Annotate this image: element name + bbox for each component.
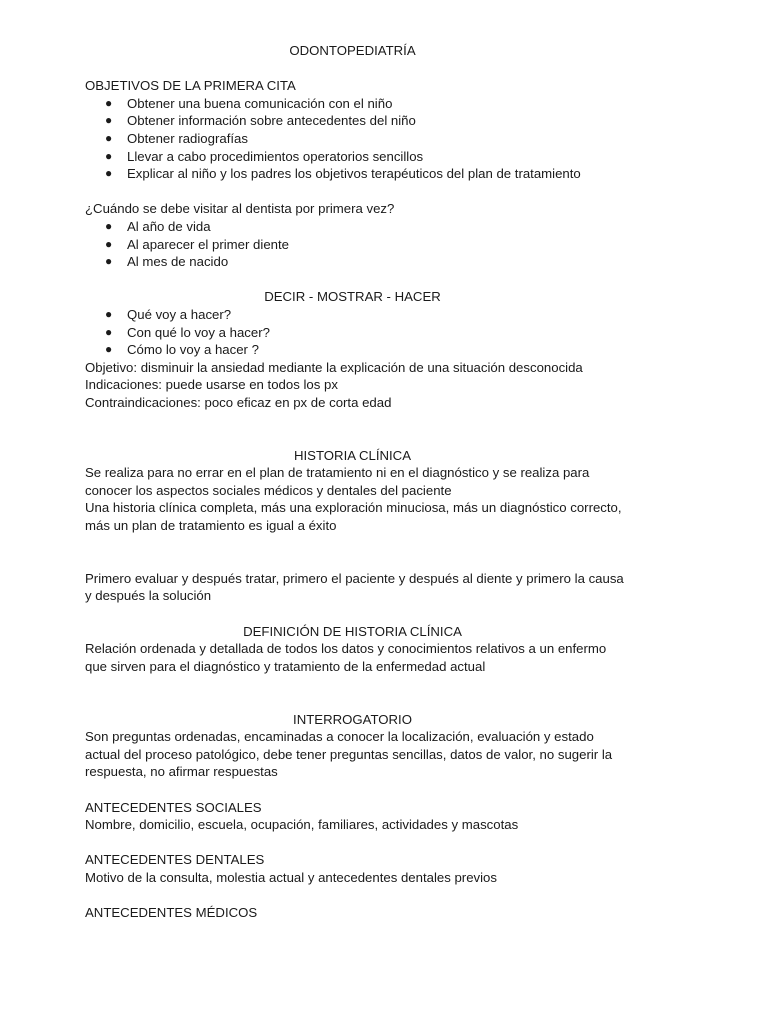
list-item-text: Al aparecer el primer diente xyxy=(127,236,289,252)
section-heading-historia: HISTORIA CLÍNICA xyxy=(293,447,411,463)
section-historia-clinica xyxy=(85,447,624,605)
spacer xyxy=(85,887,620,905)
spacer xyxy=(85,60,620,78)
spacer xyxy=(85,605,620,623)
list-item xyxy=(85,324,620,342)
paragraph-line: Se realiza para no errar en el plan de tratamiento ni en el diagnóstico y se realiza para xyxy=(85,465,590,481)
paragraph-line: respuesta, no afirmar respuestas xyxy=(85,764,278,780)
list-item xyxy=(85,130,620,148)
bullet-icon: ● xyxy=(105,324,113,339)
list-item-text: Obtener una buena comunicación con el niño xyxy=(127,95,393,111)
section-heading-definicion: DEFINICIÓN DE HISTORIA CLÍNICA xyxy=(243,623,462,639)
spacer xyxy=(85,675,620,710)
list-item-text: Cómo lo voy a hacer ? xyxy=(127,342,259,358)
section-decir-mostrar-hacer xyxy=(85,288,620,411)
section-antecedentes-sociales xyxy=(85,799,620,834)
list-item xyxy=(85,306,620,324)
spacer xyxy=(85,411,620,446)
list-decir xyxy=(85,306,620,359)
list-item xyxy=(85,165,620,183)
list-item-text: Al mes de nacido xyxy=(127,254,229,270)
document-page xyxy=(85,42,624,922)
section-definicion xyxy=(85,623,620,676)
list-item xyxy=(85,148,620,166)
spacer xyxy=(85,271,620,289)
paragraph-line: Son preguntas ordenadas, encaminadas a conocer la localización, evaluación y estado xyxy=(85,729,594,745)
list-item-text: Qué voy a hacer? xyxy=(127,306,232,322)
section-interrogatorio xyxy=(85,711,620,781)
section-cuando xyxy=(85,200,620,270)
spacer xyxy=(85,535,620,570)
bullet-icon: ● xyxy=(105,95,113,110)
list-item xyxy=(85,253,620,271)
paragraph-line: actual del proceso patológico, debe tener preguntas sencillas, datos de valor, no sugerir la xyxy=(85,746,613,762)
section-heading-interrogatorio: INTERROGATORIO xyxy=(293,711,412,727)
list-item-text: Al año de vida xyxy=(127,218,211,234)
section-heading-objetivos: OBJETIVOS DE LA PRIMERA CITA xyxy=(85,78,296,94)
list-item xyxy=(85,236,620,254)
paragraph-line: que sirven para el diagnóstico y tratamiento de la enfermedad actual xyxy=(85,658,486,674)
paragraph-line: Motivo de la consulta, molestia actual y antecedentes dentales previos xyxy=(85,869,497,885)
section-heading-decir: DECIR - MOSTRAR - HACER xyxy=(264,289,441,305)
objetivo-text: Objetivo: disminuir la ansiedad mediante la explicación de una situación desconocida xyxy=(85,359,583,375)
spacer xyxy=(85,834,620,852)
paragraph-line: conocer los aspectos sociales médicos y dentales del paciente xyxy=(85,482,452,498)
spacer xyxy=(85,781,620,799)
section-heading-medicos: ANTECEDENTES MÉDICOS xyxy=(85,905,258,921)
section-objetivos xyxy=(85,77,620,183)
section-antecedentes-dentales xyxy=(85,851,620,886)
list-item-text: Explicar al niño y los padres los objetivos terapéuticos del plan de tratamiento xyxy=(127,166,581,182)
bullet-icon: ● xyxy=(105,342,113,357)
bullet-icon: ● xyxy=(105,166,113,181)
bullet-icon: ● xyxy=(105,130,113,145)
section-antecedentes-medicos xyxy=(85,904,620,922)
document-title: ODONTOPEDIATRÍA xyxy=(289,43,416,58)
section-heading-sociales: ANTECEDENTES SOCIALES xyxy=(85,799,262,815)
list-item-text: Llevar a cabo procedimientos operatorios sencillos xyxy=(127,148,424,164)
list-objetivos xyxy=(85,95,620,183)
paragraph-line: Una historia clínica completa, más una exploración minuciosa, más un diagnóstico correcto, xyxy=(85,500,622,516)
list-item xyxy=(85,95,620,113)
indicaciones-text: Indicaciones: puede usarse en todos los px xyxy=(85,377,338,393)
bullet-icon: ● xyxy=(105,218,113,233)
list-cuando xyxy=(85,218,620,271)
bullet-icon: ● xyxy=(105,148,113,163)
paragraph-line: Nombre, domicilio, escuela, ocupación, familiares, actividades y mascotas xyxy=(85,817,519,833)
list-item xyxy=(85,218,620,236)
section-heading-dentales: ANTECEDENTES DENTALES xyxy=(85,852,265,868)
paragraph-line: Primero evaluar y después tratar, primero el paciente y después al diente y primero la causa xyxy=(85,570,624,586)
question-text: ¿Cuándo se debe visitar al dentista por primera vez? xyxy=(85,201,395,217)
bullet-icon: ● xyxy=(105,236,113,251)
contraindicaciones-text: Contraindicaciones: poco eficaz en px de corta edad xyxy=(85,394,392,410)
list-item-text: Con qué lo voy a hacer? xyxy=(127,324,270,340)
bullet-icon: ● xyxy=(105,113,113,128)
paragraph-line: y después la solución xyxy=(85,588,212,604)
list-item xyxy=(85,112,620,130)
spacer xyxy=(85,183,620,201)
bullet-icon: ● xyxy=(105,254,113,269)
paragraph-line: Relación ordenada y detallada de todos los datos y conocimientos relativos a un enfermo xyxy=(85,641,607,657)
paragraph-line: más un plan de tratamiento es igual a éxito xyxy=(85,518,337,534)
bullet-icon: ● xyxy=(105,306,113,321)
list-item xyxy=(85,341,620,359)
list-item-text: Obtener información sobre antecedentes del niño xyxy=(127,113,416,129)
list-item-text: Obtener radiografías xyxy=(127,130,248,146)
